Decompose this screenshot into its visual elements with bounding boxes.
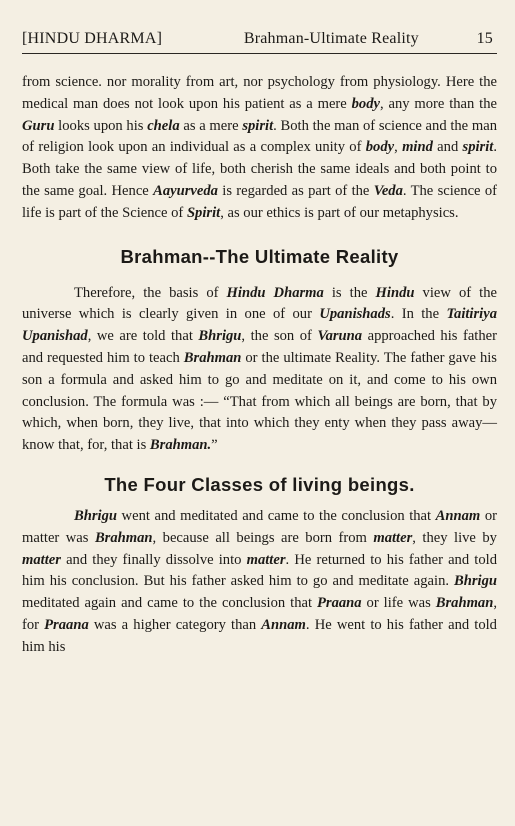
text-run: from science. nor morality from art, nor psychology from physiology. Here the medical man does not look upon his patient as a mere (22, 74, 497, 112)
text-run: approached his father and requested him to teach (22, 328, 497, 366)
text-run: , they live by (412, 529, 497, 546)
emphasized-term: chela (147, 117, 180, 134)
emphasized-term: spirit (242, 117, 274, 134)
text-run: view of the universe which is clearly given in one of our (22, 284, 497, 323)
text-run: and (432, 139, 463, 156)
emphasized-term: Brahman (435, 595, 494, 612)
emphasized-term: Brahman (183, 349, 242, 366)
running-header (22, 30, 497, 54)
text-run: , because all beings are born from (152, 529, 374, 546)
text-run: and they finally dissolve into (60, 551, 247, 568)
emphasized-term: Annam (435, 507, 481, 524)
paragraph-science-and-spirit (22, 72, 497, 225)
emphasized-term: Upanishads (319, 306, 391, 323)
text-run: is the (323, 284, 376, 301)
emphasized-term: matter (22, 551, 61, 568)
emphasized-term: Bhrigu (454, 573, 497, 590)
text-run: , the son of (241, 328, 318, 345)
text-run: or matter was (22, 507, 497, 546)
emphasized-term: Annam (261, 616, 306, 633)
page-number: 15 (476, 30, 493, 47)
text-run: . Both take the same view of life, both cherish the same ideals and both point to the same goal. Hence (22, 139, 498, 199)
text-run: is regarded as part of the (217, 182, 374, 199)
text-run: was a higher category than (88, 616, 262, 633)
emphasized-term: body (365, 139, 395, 156)
text-run: . He returned to his father and told him his conclusion. But his father asked him to go and meditate again. (22, 551, 497, 590)
text-run: meditated again and came to the conclusion that (22, 595, 317, 612)
section-heading-brahman: Brahman--The Ultimate Reality (120, 245, 399, 267)
emphasized-term: Hindu Dharma (226, 284, 324, 301)
emphasized-term: Aayurveda (153, 182, 218, 199)
emphasized-term: Praana (44, 616, 89, 633)
text-run: , we are told that (87, 328, 199, 345)
emphasized-term: Brahman (94, 529, 153, 546)
emphasized-term: Taitiriya Upanishad (22, 306, 497, 345)
text-run: . The science of life is part of the Science of (22, 182, 497, 221)
text-run: Therefore, the basis of (74, 284, 227, 301)
text-run: , for (22, 595, 497, 633)
emphasized-term: body (351, 95, 380, 112)
text-run: , any more than the (379, 95, 497, 112)
text-run: or life was (361, 595, 436, 612)
emphasized-term: Veda (373, 182, 403, 199)
text-run: , as our ethics is part of our metaphysics. (220, 204, 459, 221)
chapter-title-header: Brahman-Ultimate Reality (243, 30, 419, 47)
text-run: went and meditated and came to the conclusion that (117, 507, 436, 524)
text-run: ” (211, 437, 218, 454)
text-run: . In the (390, 306, 447, 323)
emphasized-term: matter (246, 551, 286, 568)
emphasized-term: Varuna (317, 328, 363, 345)
emphasized-term: mind (402, 139, 433, 156)
emphasized-term: Spirit (186, 204, 221, 221)
text-run: or the ultimate Reality. The father gave his son a formula and asked him to go and meditate on it, and come to his own conclusion. The formula was :— “That from which all beings are born, that by which, when born, they live, that into which they enty when they pass away—know that, for, that is (22, 349, 497, 454)
book-title-header: [HINDU DHARMA] (22, 30, 163, 47)
emphasized-term: spirit (462, 139, 494, 156)
paragraph-bhrigu-meditation (22, 506, 497, 659)
text-run: as a mere (179, 117, 243, 134)
text-run: , (394, 139, 403, 156)
emphasized-term: Bhrigu (198, 328, 242, 345)
text-run: looks upon his (54, 117, 148, 134)
text-run: . Both the man of science and the man of religion look upon an individual as a complex unity of (22, 117, 498, 156)
section-heading-four-classes: The Four Classes of living beings. (104, 473, 415, 495)
text-run: . He went to his father and told him his (22, 616, 497, 655)
emphasized-term: Guru (22, 117, 55, 134)
emphasized-term: Brahman. (149, 437, 212, 454)
emphasized-term: Hindu (375, 284, 415, 301)
emphasized-term: matter (373, 529, 413, 546)
paragraph-bhrigu-formula (22, 283, 497, 457)
emphasized-term: Praana (316, 595, 362, 612)
emphasized-term: Bhrigu (74, 507, 117, 524)
